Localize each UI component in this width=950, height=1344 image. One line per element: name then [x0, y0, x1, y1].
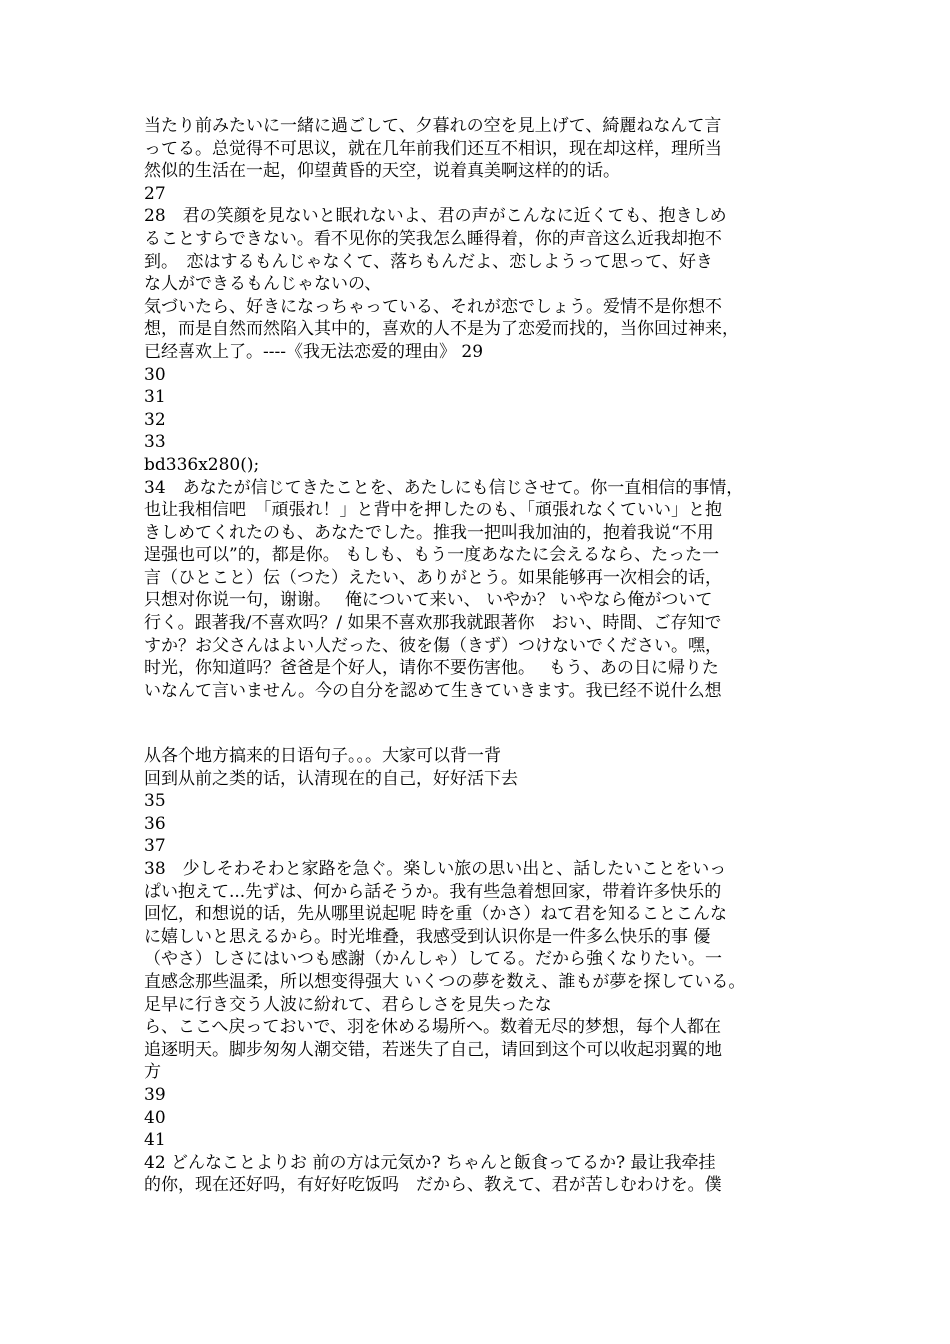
text-line: 到。 恋はするもんじゃなくて、落ちもんだよ、恋しようって思って、好き	[144, 251, 713, 272]
text-line: 気づいたら、好きになっちゃっている、それが恋でしょう。爱情不是你想不	[144, 296, 722, 317]
text-line: ら、ここへ戻っておいで、羽を休める場所へ。数着无尽的梦想，每个人都在	[144, 1017, 721, 1038]
text-line: 然似的生活在一起，仰望黄昏的天空，说着真美啊这样的的话。	[144, 161, 620, 182]
text-line: 直感念那些温柔，所以想变得强大 いくつの夢を数え、誰もが夢を探している。	[144, 971, 746, 992]
text-line: 言（ひとこと）伝（つた）えたい、ありがとう。如果能够再一次相会的话，	[144, 567, 722, 588]
text-line: 35	[144, 791, 166, 812]
text-line: 40	[144, 1107, 166, 1128]
text-line: 34 あなたが信じてきたことを、あたしにも信じさせて。你一直相信的事情，	[144, 477, 744, 498]
text-line: 37	[144, 836, 166, 857]
text-line: ぱい抱えて...先ずは、何から話そうか。我有些急着想回家，带着许多快乐的	[144, 881, 722, 902]
text-line: 33	[144, 432, 166, 453]
text-line: 32	[144, 409, 166, 430]
text-line: 38 少しそわそわと家路を急ぐ。楽しい旅の思い出と、話したいことをいっ	[144, 858, 727, 879]
text-line: 追逐明天。脚步匆匆人潮交错，若迷失了自己，请回到这个可以收起羽翼的地	[144, 1039, 722, 1060]
text-line: 回忆，和想说的话，先从哪里说起呢 時を重（かさ）ねて君を知ることこんな	[144, 904, 727, 925]
text-line: 39	[144, 1084, 166, 1105]
text-line: 当たり前みたいに一緒に過ごして、夕暮れの空を見上げて、綺麗ねなんて言	[144, 116, 722, 136]
text-line: ることすらできない。看不见你的笑我怎么睡得着，你的声音这么近我却抱不	[144, 228, 722, 249]
text-line: 也让我相信吧 「頑張れ！」と背中を押したのも、「頑張れなくていい」と抱	[144, 500, 722, 521]
text-line: 想，而是自然而然陷入其中的，喜欢的人不是为了恋爱而找的，当你回过神来，	[144, 319, 739, 340]
text-line: 回到从前之类的话，认清现在的自己，好好活下去	[144, 768, 518, 789]
text-line: きしめてくれたのも、あなたでした。推我一把叫我加油的，抱着我说“不用	[144, 522, 714, 543]
text-line: 行く。跟著我/不喜欢吗？/ 如果不喜欢那我就跟著你 おい、時間、ご存知で	[144, 613, 722, 634]
text-line: （やさ）しさにはいつも感謝（かんしゃ）してる。だから強くなりたい。一	[144, 949, 722, 970]
text-line: 时光，你知道吗？爸爸是个好人，请你不要伤害他。 もう、あの日に帰りた	[144, 658, 719, 679]
text-line: すか？お父さんはよい人だった、彼を傷（きず）つけないでください。嘿，	[144, 635, 722, 656]
text-line: 41	[144, 1130, 166, 1151]
text-line: いなんて言いません。今の自分を認めて生きていきます。我已经不说什么想	[144, 680, 722, 701]
text-line: 从各个地方搞来的日语句子。。。大家可以背一背	[144, 746, 501, 766]
text-line: 31	[144, 387, 166, 408]
text-line: 42 どんなことよりお 前の方は元気か? ちゃんと飯食ってるか? 最让我牵挂	[144, 1152, 716, 1173]
text-line: 逞强也可以”的，都是你。 もしも、もう一度あなたに会えるなら、たった一	[144, 545, 720, 566]
text-line: bd336x280();	[144, 454, 260, 475]
text-line: 只想对你说一句，谢谢。 俺について来い、 いやか？ いやなら俺がついて	[144, 590, 713, 611]
text-line: ってる。总觉得不可思议，就在几年前我们还互不相识，现在却这样，理所当	[144, 138, 722, 159]
text-line: 方	[144, 1062, 161, 1083]
text-block-lower	[144, 745, 824, 1197]
text-line: な人ができるもんじゃないの、	[144, 274, 382, 295]
text-line: 的你，现在还好吗，有好好吃饭吗 だから、教えて、君が苦しむわけを。僕	[144, 1175, 722, 1196]
text-line: 已经喜欢上了。----《我无法恋爱的理由》 29	[144, 341, 484, 362]
text-line: に嬉しいと思えるから。时光堆叠，我感受到认识你是一件多么快乐的事 優	[144, 926, 711, 947]
text-line: 36	[144, 813, 166, 834]
text-line: 28 君の笑顔を見ないと眠れないよ、君の声がこんなに近くても、抱きしめ	[144, 206, 727, 227]
text-line: 27	[144, 183, 166, 204]
text-block-upper	[144, 115, 824, 702]
text-line: 30	[144, 364, 166, 385]
text-line: 足早に行き交う人波に紛れて、君らしさを見失ったな	[144, 994, 552, 1015]
